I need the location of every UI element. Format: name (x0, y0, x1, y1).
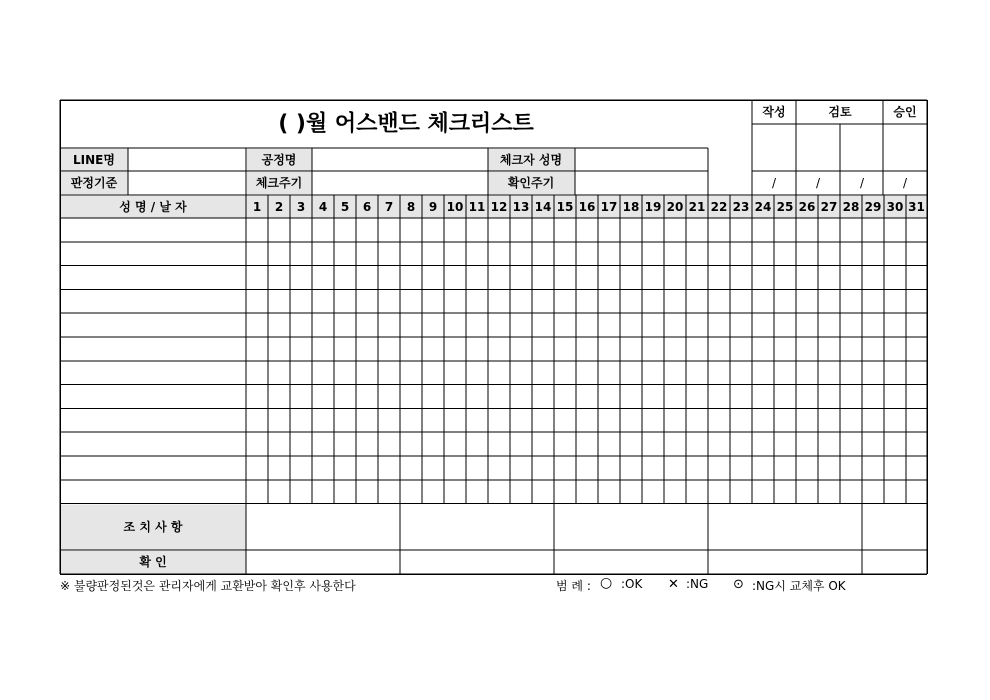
day-9: 9 (428, 200, 438, 214)
day-20: 20 (666, 200, 684, 214)
day-18: 18 (622, 200, 640, 214)
day-16: 16 (578, 200, 596, 214)
day-7: 7 (384, 200, 394, 214)
day-5: 5 (340, 200, 350, 214)
criteria-label: 판정기준 (70, 176, 118, 190)
day-15: 15 (556, 200, 574, 214)
day-2: 2 (274, 200, 284, 214)
day-1: 1 (252, 200, 262, 214)
day-27: 27 (820, 200, 838, 214)
approval-slash-3: / (859, 176, 865, 190)
replace-dot-circle-icon: ⊙ (733, 577, 744, 592)
day-14: 14 (534, 200, 552, 214)
legend-replace-text: :NG시 교체후 OK (752, 579, 846, 593)
legend-ok-text: :OK (621, 577, 643, 591)
day-17: 17 (600, 200, 618, 214)
approval-slash-1: / (771, 176, 777, 190)
action-label: 조 치 사 항 (123, 519, 183, 534)
day-11: 11 (468, 200, 486, 214)
approval-slash-2: / (815, 176, 821, 190)
line-label: LINE명 (73, 153, 115, 167)
day-22: 22 (710, 200, 728, 214)
day-12: 12 (490, 200, 508, 214)
approval-slash-4: / (902, 176, 908, 190)
day-28: 28 (842, 200, 860, 214)
ok-circle-icon: ○ (600, 575, 613, 591)
day-21: 21 (688, 200, 706, 214)
day-29: 29 (864, 200, 882, 214)
day-26: 26 (798, 200, 816, 214)
day-19: 19 (644, 200, 662, 214)
footnote-text: ※ 불량판정된것은 관리자에게 교환받아 확인후 사용한다 (60, 579, 356, 593)
day-31: 31 (908, 200, 925, 214)
day-6: 6 (362, 200, 372, 214)
ng-cross-icon: ✕ (668, 577, 679, 592)
approval-header-1: 작성 (762, 105, 786, 119)
day-10: 10 (446, 200, 464, 214)
day-30: 30 (886, 200, 904, 214)
cycle-label: 체크주기 (255, 176, 303, 190)
day-4: 4 (318, 200, 328, 214)
day-23: 23 (732, 200, 750, 214)
approval-header-3: 승인 (893, 105, 917, 119)
confirm-cycle-label: 확인주기 (507, 176, 555, 190)
approval-header-2: 검토 (828, 105, 852, 119)
page-title: ( )월 어스밴드 체크리스트 (278, 111, 534, 137)
confirm-label: 확 인 (139, 555, 167, 569)
day-3: 3 (296, 200, 306, 214)
checker-label: 체크자 성명 (499, 153, 563, 167)
day-8: 8 (406, 200, 416, 214)
name-date-header: 성 명 / 날 자 (119, 200, 187, 214)
legend-label: 범 례 : (556, 579, 591, 593)
process-label: 공정명 (261, 153, 297, 167)
day-24: 24 (754, 200, 772, 214)
day-13: 13 (512, 200, 530, 214)
legend-ng-text: :NG (686, 577, 709, 591)
day-25: 25 (776, 200, 794, 214)
